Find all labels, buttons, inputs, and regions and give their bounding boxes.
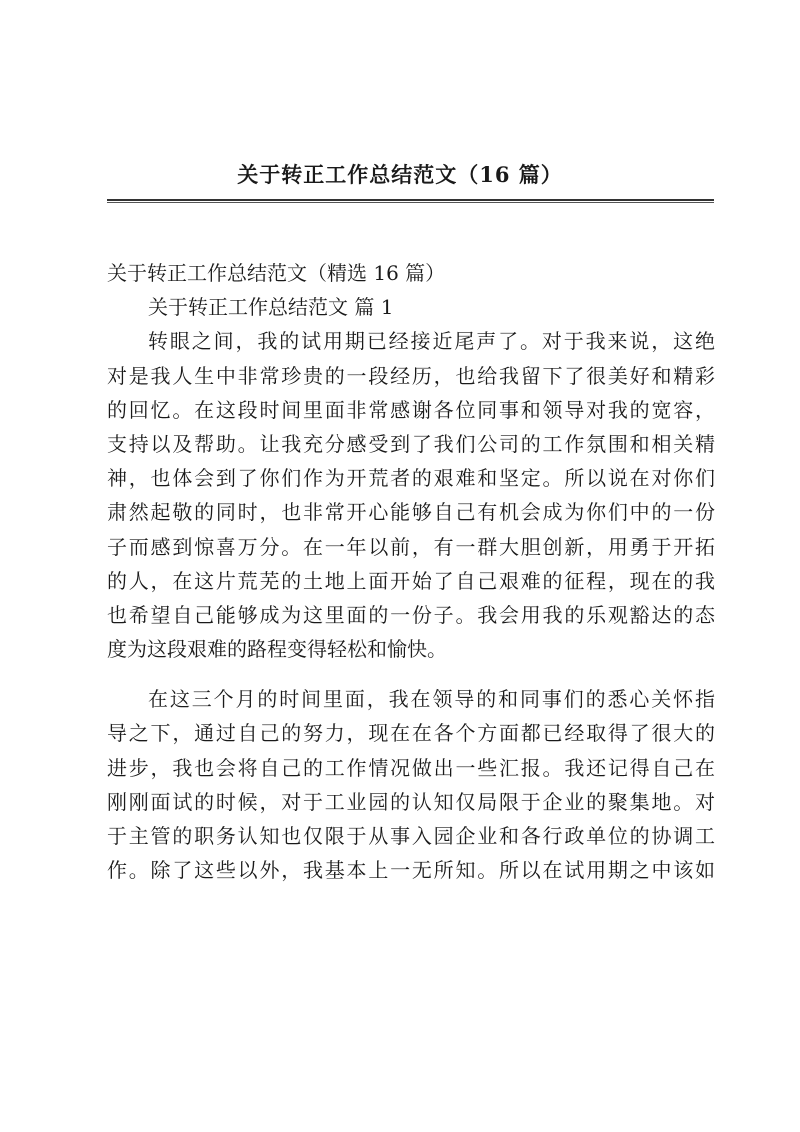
paragraph-line: 于主管的职务认知也仅限于从事入园企业和各行政单位的协调工 <box>107 824 715 848</box>
paragraph-line: 也希望自己能够成为这里面的一份子。我会用我的乐观豁达的态 <box>107 602 715 627</box>
paragraph-line: 度为这段艰难的路程变得轻松和愉快。 <box>107 637 447 662</box>
section-heading: 关于转正工作总结范文 篇 1 <box>148 295 394 320</box>
document-body <box>107 256 715 887</box>
paragraph-line: 子而感到惊喜万分。在一年以前，有一群大胆创新，用勇于开拓 <box>107 534 715 559</box>
paragraph-1 <box>107 324 715 666</box>
paragraph-line: 进步，我也会将自己的工作情况做出一些汇报。我还记得自己在 <box>107 755 715 780</box>
paragraph-line: 导之下，通过自己的努力，现在在各个方面都已经取得了很大的 <box>107 721 715 746</box>
paragraph-line: 的人，在这片荒芜的土地上面开始了自己艰难的征程，现在的我 <box>107 568 715 593</box>
paragraph-line: 肃然起敬的同时，也非常开心能够自己有机会成为你们中的一份 <box>107 500 715 525</box>
paragraph-line: 支持以及帮助。让我充分感受到了我们公司的工作氛围和相关精 <box>107 431 715 456</box>
paragraph-line: 对是我人生中非常珍贵的一段经历，也给我留下了很美好和精彩 <box>107 363 715 388</box>
paragraph-2 <box>107 682 715 887</box>
paragraph-line: 神，也体会到了你们作为开荒者的艰难和坚定。所以说在对你们 <box>107 466 715 491</box>
title-underline <box>107 199 714 203</box>
paragraph-spacer <box>107 666 715 682</box>
paragraph-line: 刚刚面试的时候，对于工业园的认知仅局限于企业的聚集地。对 <box>107 789 715 814</box>
document-title: 关于转正工作总结范文（16 篇） <box>237 162 563 187</box>
paragraph-line: 的回忆。在这段时间里面非常感谢各位同事和领导对我的宽容， <box>107 397 715 422</box>
paragraph-line: 作。除了这些以外，我基本上一无所知。所以在试用期之中该如 <box>107 858 715 883</box>
subtitle: 关于转正工作总结范文（精选 16 篇） <box>107 261 446 285</box>
paragraph-line: 转眼之间，我的试用期已经接近尾声了。对于我来说，这绝 <box>148 329 715 354</box>
paragraph-line: 在这三个月的时间里面，我在领导的和同事们的悉心关怀指 <box>148 687 715 712</box>
